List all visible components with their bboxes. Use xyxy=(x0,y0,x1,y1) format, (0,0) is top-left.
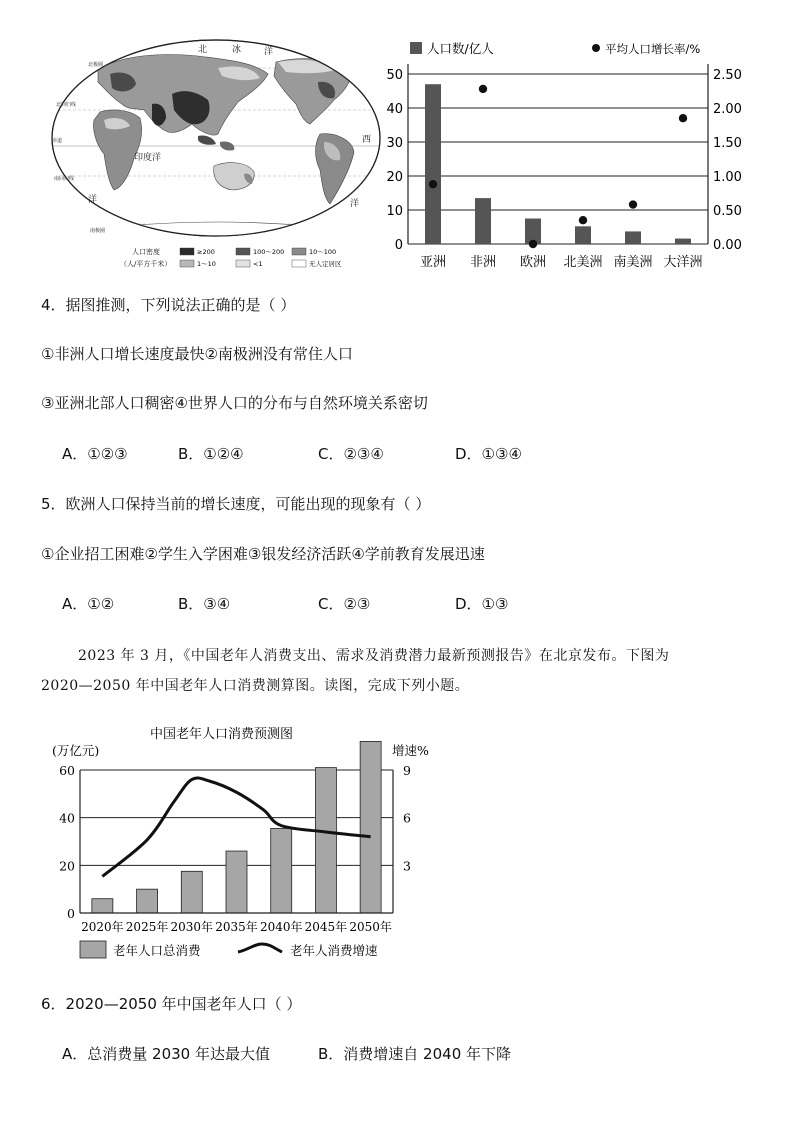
map-legend-unit: （人/平方千米） xyxy=(120,260,172,268)
chart2-title: 中国老年人口消费预测图 xyxy=(150,727,294,742)
chart2-legend-line: 老年人消费增速 xyxy=(290,943,378,958)
q6-option-a[interactable]: A．总消费量 2030 年达最大值 xyxy=(62,1045,270,1063)
population-bar xyxy=(625,231,641,244)
right-tick-label: 2.00 xyxy=(713,102,742,117)
continent-population-chart xyxy=(380,36,760,276)
left-tick-label: 20 xyxy=(386,170,403,185)
population-bar xyxy=(575,226,591,244)
growth-rate-dot xyxy=(579,216,587,224)
q5-option-a[interactable]: A．①② xyxy=(62,595,115,613)
map-label-west: 西 xyxy=(362,135,372,145)
population-bar xyxy=(425,84,441,244)
q5-stem: 5．欧洲人口保持当前的增长速度，可能出现的现象有（ ） xyxy=(41,495,431,513)
map-label-equator: 赤道 xyxy=(52,138,63,144)
consumption-bar xyxy=(92,899,113,913)
svg-text:100～200: 100～200 xyxy=(253,248,285,256)
svg-text:<1: <1 xyxy=(253,260,263,268)
left-tick-label: 10 xyxy=(386,204,403,219)
chart2-left-unit: (万亿元) xyxy=(52,743,100,758)
year-label: 2045年 xyxy=(304,920,348,934)
legend-bar-swatch xyxy=(80,941,106,958)
growth-rate-dot xyxy=(629,200,637,208)
consumption-bar xyxy=(181,871,202,913)
year-label: 2035年 xyxy=(215,920,258,934)
left-tick-label: 0 xyxy=(394,238,403,253)
population-bar xyxy=(475,198,491,244)
right-tick-label: 6 xyxy=(403,810,411,826)
growth-rate-dot xyxy=(429,180,437,188)
category-label: 南美洲 xyxy=(613,255,653,270)
right-tick-label: 1.00 xyxy=(713,170,742,185)
right-tick-label: 2.50 xyxy=(713,68,742,83)
passage-line-1: 2023 年 3 月，《中国老年人消费支出、需求及消费潜力最新预测报告》在北京发布。下图为 xyxy=(78,648,670,664)
year-label: 2030年 xyxy=(170,920,214,934)
q4-option-a[interactable]: A．①②③ xyxy=(62,445,128,463)
category-label: 大洋洲 xyxy=(663,255,703,270)
map-label-arctic-circle: 北极圈 xyxy=(88,62,104,68)
svg-text:无人定居区: 无人定居区 xyxy=(309,260,342,268)
year-label: 2050年 xyxy=(349,920,392,934)
map-label-ocean3: 洋 xyxy=(350,199,360,209)
legend-line-swatch xyxy=(238,944,282,952)
category-label: 欧洲 xyxy=(519,255,547,270)
growth-rate-dot xyxy=(679,114,687,122)
chart2-legend-bar: 老年人口总消费 xyxy=(113,943,201,958)
legend-dot-swatch xyxy=(592,44,600,52)
growth-rate-dot xyxy=(479,85,487,93)
category-label: 非洲 xyxy=(469,255,497,270)
q5-option-c[interactable]: C．②③ xyxy=(318,595,371,613)
legend-bar-swatch xyxy=(410,42,422,54)
q6-option-b[interactable]: B．消费增速自 2040 年下降 xyxy=(318,1045,512,1063)
map-legend-item xyxy=(236,248,284,256)
consumption-bar xyxy=(315,768,336,913)
q5-option-d[interactable]: D．①③ xyxy=(455,595,509,613)
right-tick-label: 1.50 xyxy=(713,136,742,151)
map-label-indian-ocean: 印度洋 xyxy=(134,153,162,163)
left-tick-label: 0 xyxy=(67,906,75,921)
passage-line-2: 2020—2050 年中国老年人口消费测算图。读图，完成下列小题。 xyxy=(41,678,470,694)
consumption-bar xyxy=(226,851,247,913)
svg-text:10～100: 10～100 xyxy=(309,248,337,256)
consumption-bar xyxy=(137,889,158,913)
consumption-bar xyxy=(360,741,381,913)
year-label: 2040年 xyxy=(259,920,303,934)
map-legend-item xyxy=(292,248,336,256)
year-label: 2025年 xyxy=(125,920,169,934)
map-label-ice: 冰 xyxy=(232,45,242,55)
legend-dot-label: 平均人口增长率/% xyxy=(605,42,701,56)
q6-stem: 6．2020—2050 年中国老年人口（ ） xyxy=(41,995,302,1013)
q4-option-b[interactable]: B．①②④ xyxy=(178,445,244,463)
elderly-consumption-chart xyxy=(40,718,440,968)
map-legend-item xyxy=(180,260,216,268)
right-tick-label: 9 xyxy=(403,763,411,778)
q4-option-c[interactable]: C．②③④ xyxy=(318,445,384,463)
left-tick-label: 30 xyxy=(386,136,403,151)
population-bar xyxy=(675,239,691,244)
category-label: 亚洲 xyxy=(419,255,447,270)
world-population-density-map xyxy=(48,38,384,274)
left-tick-label: 40 xyxy=(386,102,403,117)
growth-rate-dot xyxy=(529,240,537,248)
map-label-ocean2: 洋 xyxy=(88,195,98,205)
category-label: 北美洲 xyxy=(563,255,603,270)
map-legend-item xyxy=(292,259,342,268)
q4-statement-1: ①非洲人口增长速度最快②南极洲没有常住人口 xyxy=(41,345,353,363)
legend-bar-label: 人口数/亿人 xyxy=(427,41,494,56)
right-tick-label: 0.00 xyxy=(713,238,742,253)
map-legend-item xyxy=(180,248,215,256)
q4-stem: 4．据图推测，下列说法正确的是（ ） xyxy=(41,296,296,314)
map-label-tropic-south: 南回归线 xyxy=(54,176,75,182)
svg-text:≥200: ≥200 xyxy=(197,248,215,256)
right-tick-label: 3 xyxy=(403,858,411,874)
map-legend-item xyxy=(236,260,263,268)
right-tick-label: 0.50 xyxy=(713,204,742,219)
year-label: 2020年 xyxy=(81,920,124,934)
left-tick-label: 40 xyxy=(59,810,75,826)
map-legend-title: 人口密度 xyxy=(132,248,160,256)
q4-option-d[interactable]: D．①③④ xyxy=(455,445,522,463)
left-tick-label: 20 xyxy=(59,858,75,874)
map-label-ocean1: 洋 xyxy=(264,47,274,57)
consumption-bar xyxy=(271,828,292,913)
q5-option-b[interactable]: B．③④ xyxy=(178,595,231,613)
map-label-antarctic-circle: 南极圈 xyxy=(90,228,106,234)
left-tick-label: 60 xyxy=(59,763,75,778)
q4-statement-2: ③亚洲北部人口稠密④世界人口的分布与自然环境关系密切 xyxy=(41,394,428,412)
left-tick-label: 50 xyxy=(386,68,403,83)
chart2-right-unit: 增速% xyxy=(392,743,429,758)
q5-statement-1: ①企业招工困难②学生入学困难③银发经济活跃④学前教育发展迅速 xyxy=(41,545,485,563)
svg-text:1～10: 1～10 xyxy=(197,260,216,268)
map-label-north: 北 xyxy=(198,45,208,55)
map-label-tropic-north: 北回归线 xyxy=(56,102,77,108)
